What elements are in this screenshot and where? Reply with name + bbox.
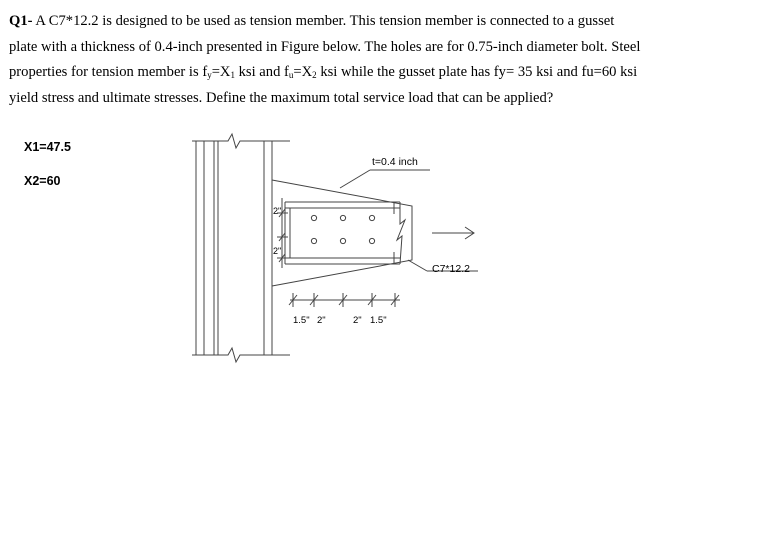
dim-spacing-right: 2" [353,315,362,326]
bolt-hole [340,215,345,220]
tension-arrow [432,227,474,239]
variable-x2: X2=60 [24,174,61,188]
question-line-1: A C7*12.2 is designed to be used as tension member. This tension member is connected to a gusset [35,13,615,29]
question-label: Q1- [9,13,33,29]
question-line-3c: ksi and f [234,64,289,80]
gusset-plate [272,180,412,286]
fy-subscript: y [207,70,212,80]
x1-subscript: 1 [230,70,235,80]
channel-section [285,202,405,264]
bolt-hole [369,238,374,243]
dim-edge-left: 1.5" [293,315,310,326]
horizontal-dimension [289,293,400,307]
thickness-leader [340,170,370,188]
channel-break [397,202,405,264]
question-line-4: yield stress and ultimate stresses. Define the maximum total service load that can be applied? [9,89,554,106]
bolt-hole [369,215,374,220]
vertical-dim-bottom: 2" [273,246,282,256]
question-line-3e: ksi while the gusset plate has fy= 35 ksi and fu=60 ksi [316,64,638,80]
thickness-label: t=0.4 inch [372,156,418,168]
column-flange-left [196,141,204,355]
fu-subscript: u [288,70,294,80]
column-flange-right [264,141,272,355]
x2-subscript: 2 [312,70,317,80]
question-line-3b: =X [211,64,231,80]
section-leader [408,260,427,271]
column-break-bottom [192,348,290,362]
bolt-hole [340,238,345,243]
section-label: C7*12.2 [432,263,470,275]
bolt-hole [311,238,316,243]
question-line-3d: =X [293,64,313,80]
question-line-3a: properties for tension member is f [9,64,208,80]
dim-edge-right: 1.5" [370,315,387,326]
variable-x1: X1=47.5 [24,140,71,154]
question-line-2: plate with a thickness of 0.4-inch presented in Figure below. The holes are for 0.75-inch diameter bolt. Steel [9,38,641,55]
bolt-hole [311,215,316,220]
dim-spacing-left: 2" [317,315,326,326]
vertical-dim-top: 2" [273,206,282,216]
column-break-top [192,134,290,148]
column-web [214,141,218,355]
